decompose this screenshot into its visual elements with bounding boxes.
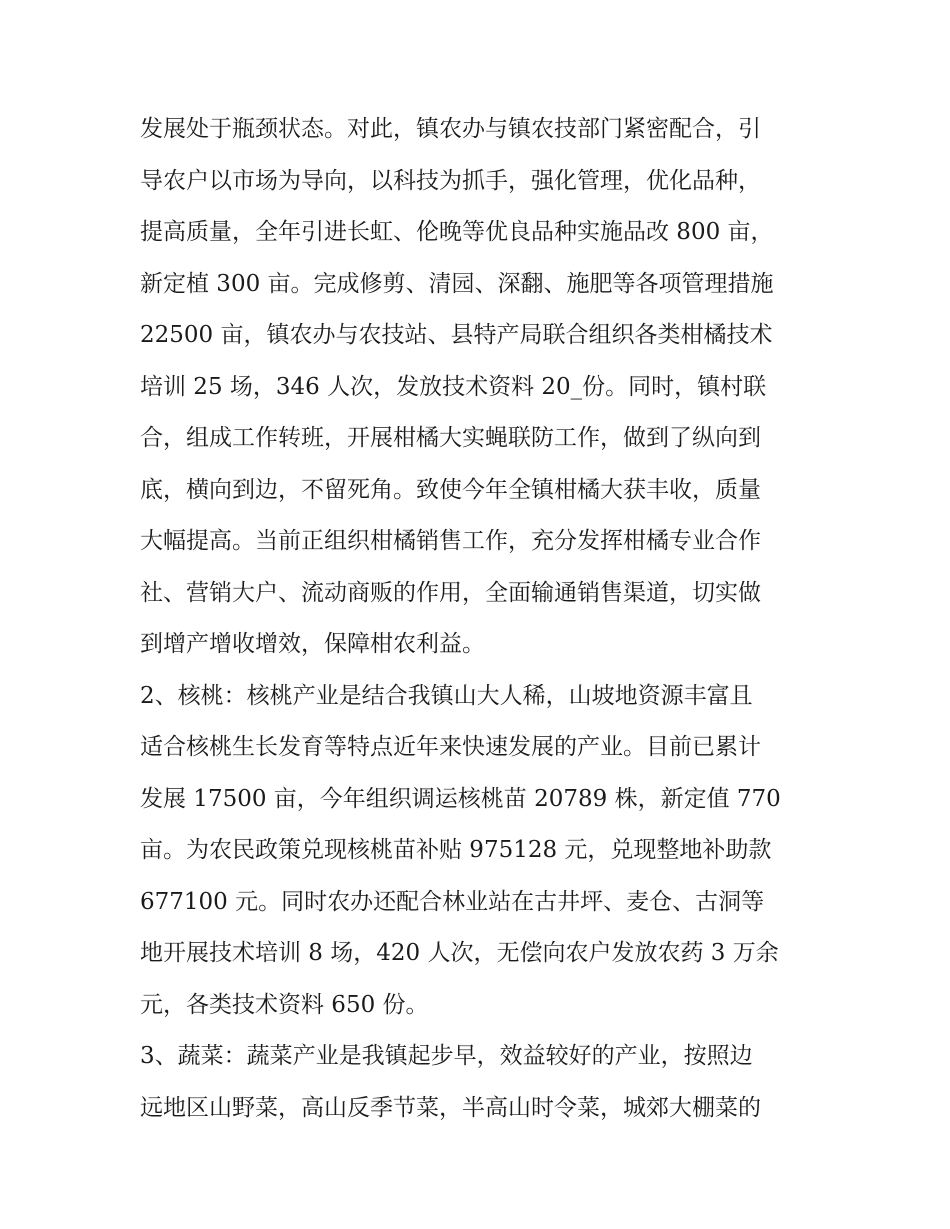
text-line-6: 培训 25 场，346 人次，发放技术资料 20_份。同时，镇村联 [140,373,767,400]
text-line-8: 底，横向到边，不留死角。致使今年全镇柑橘大获丰收，质量 [140,476,761,503]
body-text [140,104,830,1134]
text-line-17: 地开展技术培训 8 场，420 人次，无偿向农户发放农药 3 万余 [140,940,779,966]
text-line-9: 大幅提高。当前正组织柑橘销售工作，充分发挥柑橘专业合作 [140,528,761,554]
text-line-15: 亩。为农民政策兑现核桃苗补贴 975128 元，兑现整地补助款 [140,837,772,863]
text-line-14: 发展 17500 亩，今年组织调运核桃苗 20789 株，新定值 770 [140,785,781,812]
text-line-7: 合，组成工作转班，开展柑橘大实蝇联防工作，做到了纵向到 [140,425,761,451]
text-line-18: 元，各类技术资料 650 份。 [140,991,429,1018]
text-line-4: 新定植 300 亩。完成修剪、清园、深翻、施肥等各项管理措施 [140,270,774,297]
text-line-19: 3、蔬菜：蔬菜产业是我镇起步早，效益较好的产业，按照边 [140,1043,753,1069]
text-line-11: 到增产增收增效，保障柑农利益。 [140,631,485,657]
text-line-20: 远地区山野菜，高山反季节菜，半高山时令菜，城郊大棚菜的 [140,1094,761,1121]
text-line-3: 提高质量，全年引进长虹、伦晚等优良品种实施品改 800 亩， [140,219,774,245]
text-line-12: 2、核桃：核桃产业是结合我镇山大人稀，山坡地资源丰富且 [140,682,753,709]
text-line-5: 22500 亩，镇农办与农技站、县特产局联合组织各类柑橘技术 [140,322,773,348]
text-line-1: 发展处于瓶颈状态。对此，镇农办与镇农技部门紧密配合，引 [140,116,761,142]
text-line-10: 社、营销大户、流动商贩的作用，全面输通销售渠道，切实做 [140,579,761,606]
text-line-2: 导农户以市场为导向，以科技为抓手，强化管理，优化品种， [140,167,761,194]
text-line-13: 适合核桃生长发育等特点近年来快速发展的产业。目前已累计 [140,734,761,760]
text-line-16: 677100 元。同时农办还配合林业站在古井坪、麦仓、古洞等 [140,888,765,915]
